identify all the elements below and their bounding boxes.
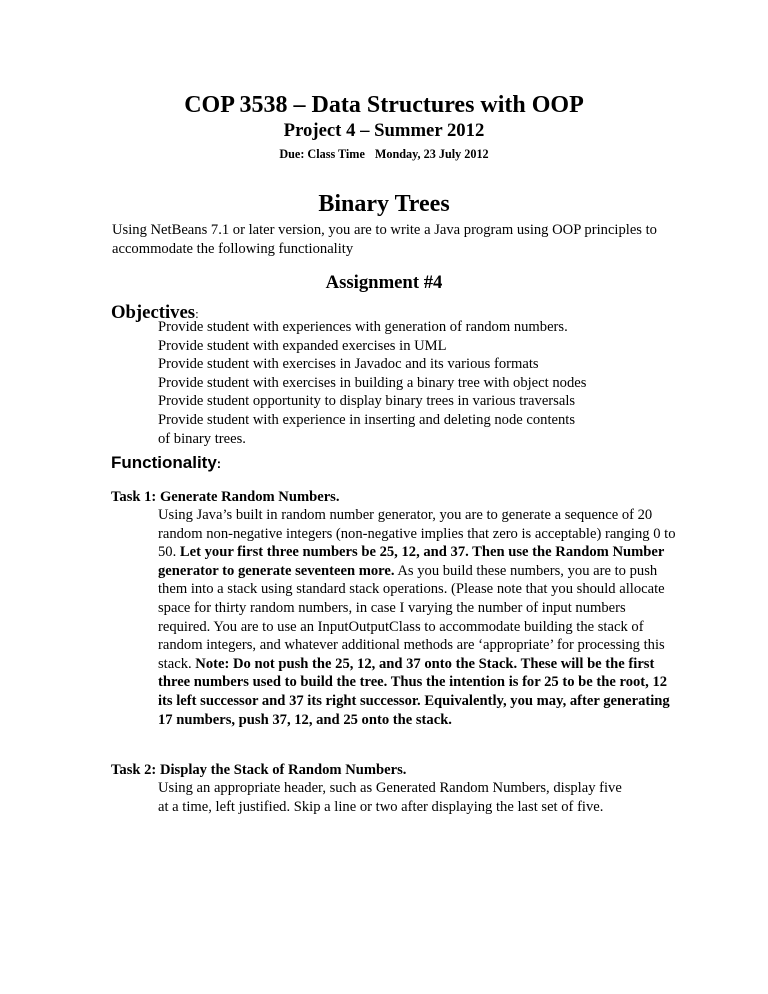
objective-item: Provide student with expanded exercises in UML bbox=[158, 337, 447, 354]
objective-item: Provide student with experiences with generation of random numbers. bbox=[158, 319, 568, 335]
objectives-list bbox=[158, 318, 586, 448]
functionality-heading bbox=[111, 452, 221, 475]
objectives-heading-colon: : bbox=[195, 306, 199, 321]
task1-note: Note: Do not push the 25, 12, and 37 onto the Stack. These will be the first three numbers used to build the tree. Thus the intention is for 25 to be the root, 12 its left successor and 37 its right successor. Equivalently, you may, after generating 17 numbers, push 37, 12, and 25 onto the stack. bbox=[158, 655, 670, 728]
objective-item: of binary trees. bbox=[158, 430, 246, 447]
due-date: Monday, 23 July 2012 bbox=[374, 147, 489, 161]
due-line bbox=[0, 147, 768, 162]
functionality-heading-text: Functionality bbox=[111, 453, 217, 472]
task1-text-1: Using Java’s built in random number generator, you are to generate a sequence of 20 random non-negative integers (non-negative implies that zero is acceptable) ranging 0 to 50. bbox=[158, 507, 676, 561]
task1-text-2: As you build these numbers, you are to push them into a stack using standard stack operations. (Please note that you should allocate space for thirty random numbers, in case I varying the number of input numbers required. You are to use an InputOutputClass to accommodate building the stack of random integers, and whatever additional methods are ‘appropriate’ for processing this stack. bbox=[158, 562, 665, 672]
functionality-heading-colon: : bbox=[216, 456, 222, 471]
objectives-heading-text: Objectives bbox=[111, 302, 196, 323]
objective-item: Provide student with exercises in building a binary tree with object nodes bbox=[158, 374, 587, 391]
due-label: Due: Class Time bbox=[279, 147, 365, 161]
objective-item: Provide student opportunity to display binary trees in various traversals bbox=[158, 393, 576, 410]
objective-item: Provide student with exercises in Javadoc and its various formats bbox=[158, 356, 539, 373]
intro-paragraph: Using NetBeans 7.1 or later version, you are to write a Java program using OOP principles to accommodate the following functionality bbox=[112, 222, 657, 257]
task1-bold-1: Let your first three numbers be 25, 12, and 37. Then use the Random Number generator to generate seventeen more. bbox=[158, 544, 665, 579]
task1-heading: Task 1: Generate Random Numbers. bbox=[111, 489, 340, 505]
objective-item: Provide student with experience in inserting and deleting node contents bbox=[158, 411, 576, 428]
project-subtitle: Project 4 – Summer 2012 bbox=[283, 120, 485, 141]
task1-body bbox=[158, 506, 678, 729]
course-title: COP 3538 – Data Structures with OOP bbox=[184, 92, 584, 118]
task2-body: Using an appropriate header, such as Generated Random Numbers, display five at a time, left justified. Skip a line or two after displaying the last set of five. bbox=[158, 780, 622, 815]
assignment-title: Assignment #4 bbox=[325, 272, 443, 293]
topic-title: Binary Trees bbox=[318, 191, 450, 217]
task2-heading: Task 2: Display the Stack of Random Numbers. bbox=[111, 762, 407, 778]
